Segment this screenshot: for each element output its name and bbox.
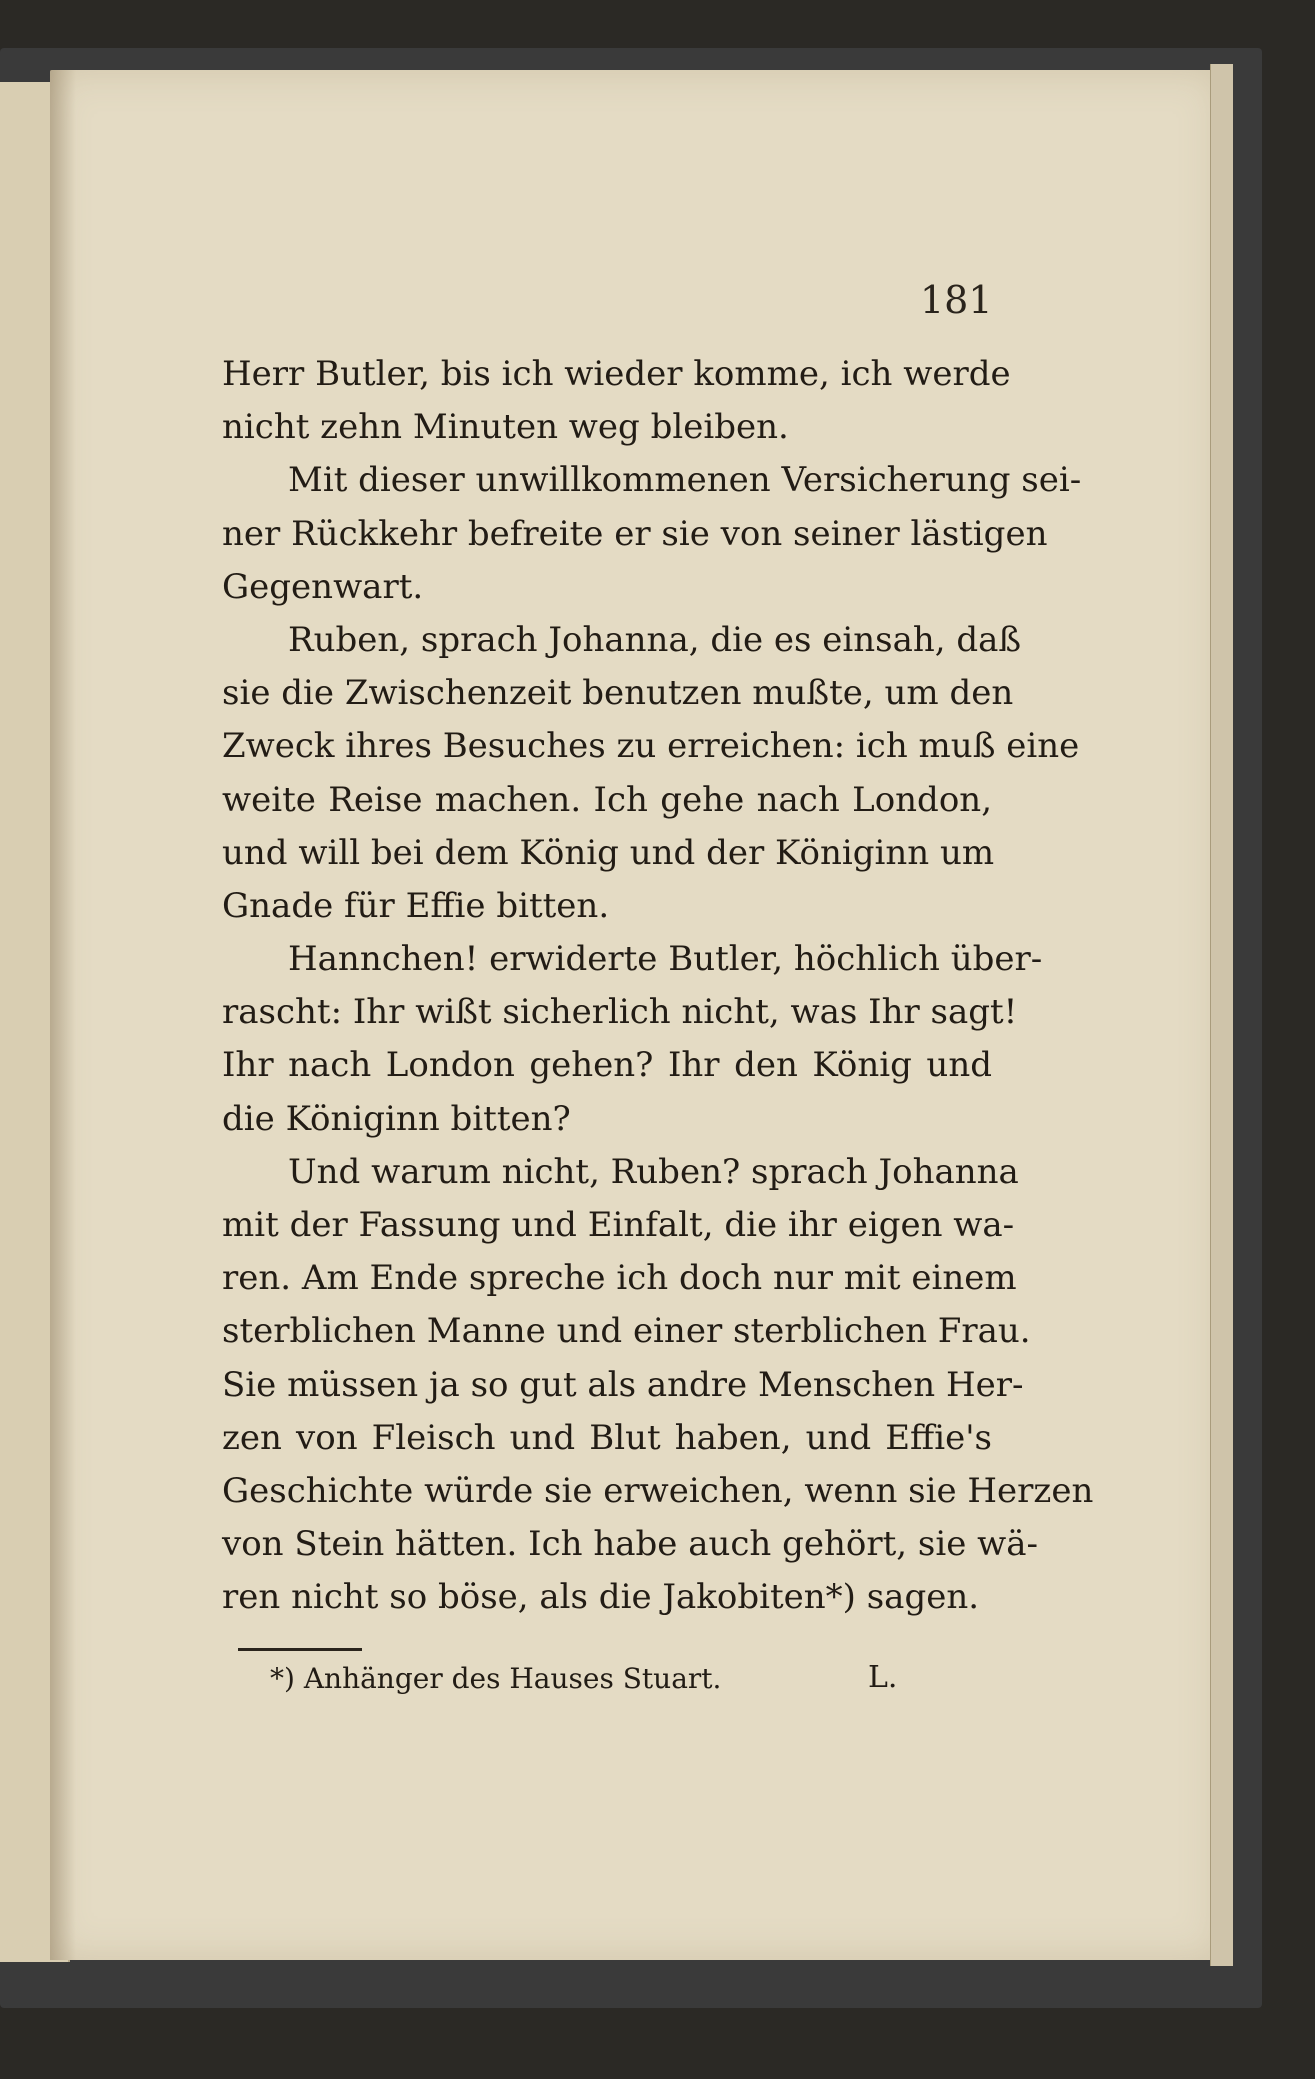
text-line: Gegenwart. [222, 566, 424, 607]
text-line: Ihr nach London gehen? Ihr den König und [222, 1045, 992, 1086]
page-number: 181 [920, 278, 993, 322]
text-line: Ruben, sprach Johanna, die es einsah, daß [288, 619, 1022, 660]
text-line: nicht zehn Minuten weg bleiben. [222, 407, 789, 448]
page-stack-edge [1210, 64, 1233, 1966]
text-line: weite Reise machen. Ich gehe nach London, [222, 779, 992, 820]
text-line: Und warum nicht, Ruben? sprach Johanna [288, 1151, 1019, 1192]
text-line: Zweck ihres Besuches zu erreichen: ich muß eine [222, 726, 1080, 767]
footnote-rule [238, 1648, 362, 1651]
page-gutter-shadow [50, 70, 76, 1960]
body-text [222, 348, 1094, 1625]
text-line: sterblichen Manne und einer sterblichen Frau. [222, 1311, 1031, 1352]
text-line: sie die Zwischenzeit benutzen mußte, um den [222, 673, 1014, 714]
text-line: Geschichte würde sie erweichen, wenn sie Herzen [222, 1470, 1094, 1511]
text-line: Sie müssen ja so gut als andre Menschen Her- [222, 1364, 1024, 1405]
text-line: ren nicht so böse, als die Jakobiten*) sagen. [222, 1577, 980, 1618]
signature-mark: L. [868, 1660, 898, 1695]
text-line: von Stein hätten. Ich habe auch gehört, sie wä- [222, 1524, 1039, 1565]
text-line: Herr Butler, bis ich wieder komme, ich werde [222, 354, 1011, 394]
text-line: die Königinn bitten? [222, 1098, 571, 1139]
text-line: ren. Am Ende spreche ich doch nur mit einem [222, 1258, 1017, 1299]
text-line: mit der Fassung und Einfalt, die ihr eigen wa- [222, 1205, 1015, 1245]
text-line: rascht: Ihr wißt sicherlich nicht, was Ihr sagt! [222, 992, 1018, 1033]
text-line: und will bei dem König und der Königinn um [222, 832, 995, 873]
text-line: ner Rückkehr befreite er sie von seiner lästigen [222, 513, 1048, 554]
text-line: Gnade für Effie bitten. [222, 885, 610, 926]
text-line: Hannchen! erwiderte Butler, höchlich über- [288, 939, 1043, 980]
text-line: zen von Fleisch und Blut haben, und Effie's [222, 1417, 992, 1458]
footnote: *) Anhänger des Hauses Stuart. [270, 1662, 722, 1695]
text-line: Mit dieser unwillkommenen Versicherung sei- [288, 460, 1082, 501]
